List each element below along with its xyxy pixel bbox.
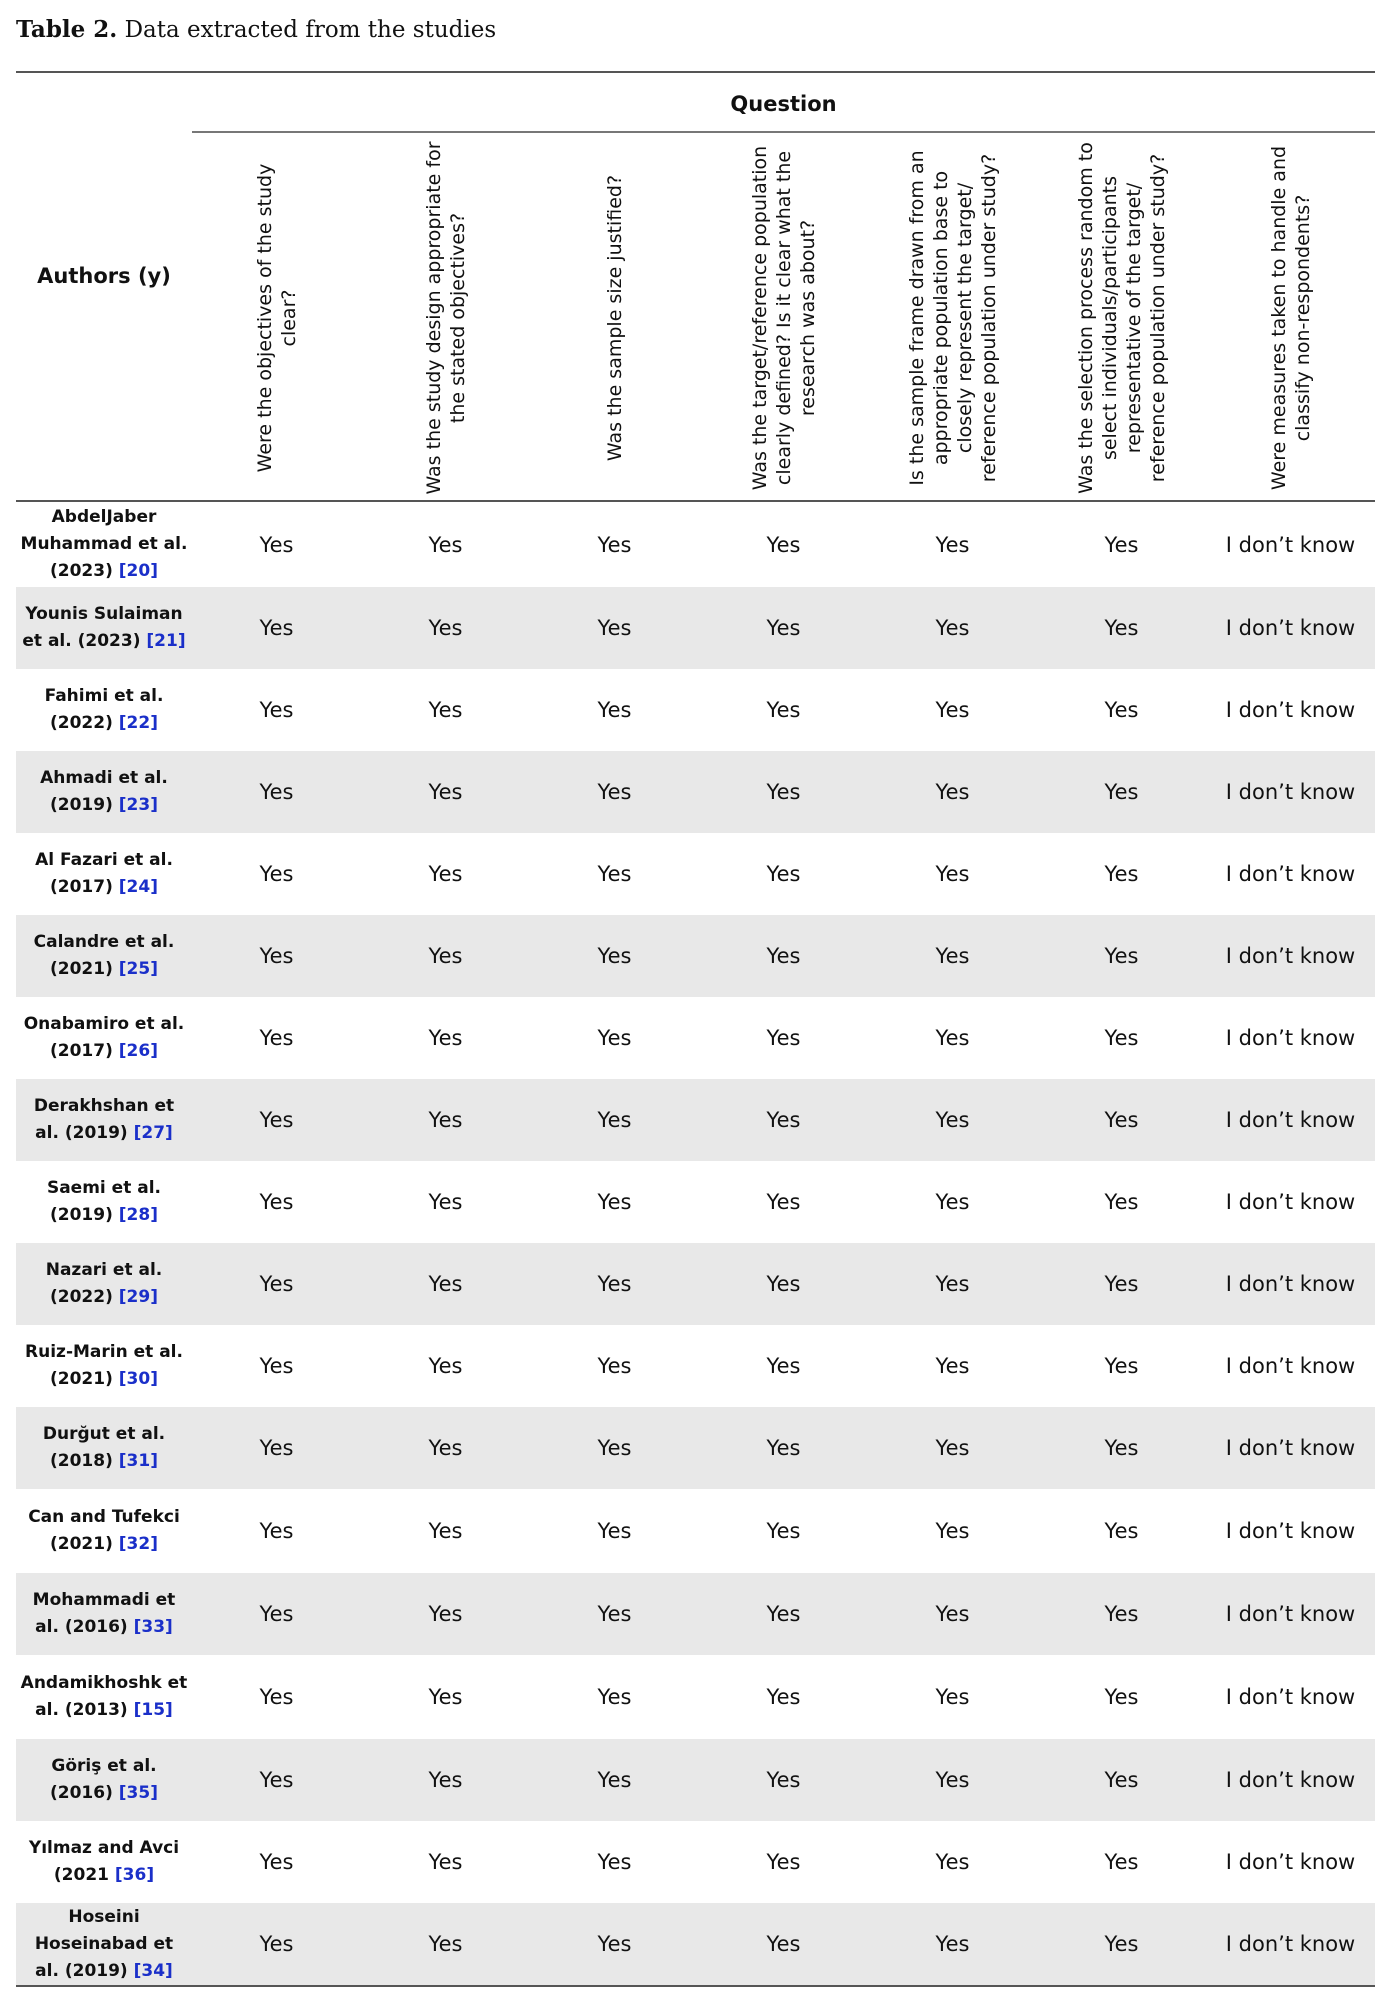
- reference-link[interactable]: [26]: [118, 1041, 158, 1061]
- answer-cell: Yes: [766, 616, 801, 640]
- answer-cell: I don’t know: [1225, 1850, 1356, 1874]
- author-cell: [16, 1257, 192, 1311]
- reference-link[interactable]: [23]: [118, 795, 158, 815]
- author-cell: [16, 765, 192, 819]
- answer-cell: Yes: [766, 780, 801, 804]
- answer-cell: Yes: [259, 1685, 294, 1709]
- question-header-4: [699, 134, 868, 501]
- table-row: [16, 502, 1375, 587]
- answer-cell: I don’t know: [1225, 1685, 1356, 1709]
- table-row: [16, 1821, 1375, 1903]
- question-header-1: [192, 134, 361, 501]
- answer-cell: Yes: [259, 1768, 294, 1792]
- answer-cell: Yes: [597, 1768, 632, 1792]
- answer-cell: Yes: [597, 616, 632, 640]
- author-cell: [16, 1835, 192, 1889]
- answer-cell: I don’t know: [1225, 862, 1356, 886]
- question-text: Was the sample size justified?: [603, 174, 626, 461]
- answer-cell: Yes: [935, 1850, 970, 1874]
- authors-column-header: Authors (y): [37, 264, 171, 288]
- answer-cell: Yes: [766, 698, 801, 722]
- answer-cell: Yes: [428, 698, 463, 722]
- author-name: Durğut et al. (2018): [42, 1424, 166, 1471]
- answer-cell: Yes: [428, 1436, 463, 1460]
- answer-cell: Yes: [597, 1354, 632, 1378]
- author-name: Can and Tufekci (2021): [28, 1507, 180, 1554]
- author-cell: [16, 1670, 192, 1724]
- answer-cell: I don’t know: [1225, 1272, 1356, 1296]
- reference-link[interactable]: [15]: [133, 1700, 173, 1720]
- answer-cell: Yes: [259, 1272, 294, 1296]
- answer-cell: Yes: [935, 698, 970, 722]
- reference-link[interactable]: [36]: [114, 1865, 155, 1885]
- reference-link[interactable]: [31]: [118, 1451, 158, 1471]
- reference-link[interactable]: [24]: [118, 877, 158, 897]
- answer-cell: Yes: [597, 1519, 632, 1543]
- answer-cell: Yes: [766, 944, 801, 968]
- author-name: Saemi et al. (2019): [46, 1178, 162, 1225]
- answer-cell: Yes: [597, 1026, 632, 1050]
- table-row: [16, 1739, 1375, 1821]
- answer-cell: Yes: [766, 1108, 801, 1132]
- answer-cell: Yes: [428, 1026, 463, 1050]
- question-text: Were measures taken to handle and classify non-respondents?: [1267, 145, 1314, 490]
- reference-link[interactable]: [29]: [118, 1287, 158, 1307]
- question-text: Is the sample frame drawn from an appropriate population base to closely represent the target/ reference population under study?: [905, 149, 1000, 486]
- table-row: [16, 587, 1375, 669]
- answer-cell: Yes: [766, 532, 801, 557]
- reference-link[interactable]: [30]: [118, 1369, 158, 1389]
- answer-cell: Yes: [428, 1850, 463, 1874]
- answer-cell: I don’t know: [1225, 1932, 1356, 1956]
- answer-cell: Yes: [1104, 1685, 1139, 1709]
- answer-cell: I don’t know: [1225, 1026, 1356, 1050]
- answer-cell: Yes: [1104, 1850, 1139, 1874]
- reference-link[interactable]: [22]: [118, 713, 158, 733]
- answer-cell: Yes: [259, 1190, 294, 1214]
- author-name: Hoseini Hoseinabad et al. (2019): [34, 1906, 174, 1981]
- answer-cell: Yes: [1104, 1108, 1139, 1132]
- answer-cell: Yes: [766, 1026, 801, 1050]
- author-cell: [16, 1011, 192, 1065]
- answer-cell: Yes: [259, 1932, 294, 1956]
- table-row: [16, 669, 1375, 751]
- answer-cell: Yes: [1104, 1354, 1139, 1378]
- answer-cell: Yes: [259, 616, 294, 640]
- answer-cell: Yes: [597, 780, 632, 804]
- answer-cell: Yes: [259, 1436, 294, 1460]
- answer-cell: Yes: [935, 1768, 970, 1792]
- reference-link[interactable]: [32]: [118, 1534, 158, 1554]
- answer-cell: Yes: [1104, 616, 1139, 640]
- author-cell: [16, 1587, 192, 1641]
- answer-cell: Yes: [766, 1190, 801, 1214]
- answer-cell: Yes: [428, 780, 463, 804]
- answer-cell: Yes: [259, 532, 294, 557]
- answer-cell: Yes: [597, 862, 632, 886]
- answer-cell: Yes: [597, 1685, 632, 1709]
- answer-cell: Yes: [428, 862, 463, 886]
- author-name: Onabamiro et al. (2017): [23, 1014, 185, 1061]
- answer-cell: Yes: [259, 1602, 294, 1626]
- answer-cell: Yes: [428, 1602, 463, 1626]
- answer-cell: Yes: [1104, 1026, 1139, 1050]
- table-row: [16, 833, 1375, 915]
- answer-cell: Yes: [597, 1190, 632, 1214]
- answer-cell: Yes: [259, 862, 294, 886]
- answer-cell: Yes: [259, 698, 294, 722]
- answer-cell: Yes: [935, 1602, 970, 1626]
- author-name: Younis Sulaiman et al. (2023): [22, 604, 183, 651]
- reference-link[interactable]: [21]: [146, 631, 186, 651]
- answer-cell: Yes: [1104, 1272, 1139, 1296]
- answer-cell: Yes: [766, 1850, 801, 1874]
- answer-cell: Yes: [428, 1685, 463, 1709]
- answer-cell: Yes: [428, 1519, 463, 1543]
- answer-cell: I don’t know: [1225, 616, 1356, 640]
- answer-cell: Yes: [428, 532, 463, 557]
- author-cell: [16, 1093, 192, 1147]
- table-row: [16, 1079, 1375, 1161]
- answer-cell: I don’t know: [1225, 1519, 1356, 1543]
- answer-cell: Yes: [428, 1190, 463, 1214]
- table-caption-label: Table 2.: [16, 16, 118, 43]
- answer-cell: Yes: [428, 616, 463, 640]
- answer-cell: Yes: [428, 1272, 463, 1296]
- answer-cell: Yes: [259, 1108, 294, 1132]
- answer-cell: Yes: [428, 1932, 463, 1956]
- answer-cell: Yes: [597, 532, 632, 557]
- table-row: [16, 1573, 1375, 1655]
- table-row: [16, 1655, 1375, 1739]
- reference-link[interactable]: [20]: [118, 561, 158, 581]
- answer-cell: Yes: [766, 862, 801, 886]
- answer-cell: Yes: [935, 1354, 970, 1378]
- author-name: Nazari et al. (2022): [45, 1260, 163, 1307]
- author-cell: [16, 1175, 192, 1229]
- answer-cell: Yes: [1104, 698, 1139, 722]
- question-header-3: [530, 134, 699, 501]
- question-text: Were the objectives of the study clear?: [253, 163, 300, 472]
- answer-cell: Yes: [1104, 780, 1139, 804]
- author-name: Yılmaz and Avci (2021: [28, 1838, 180, 1885]
- reference-link[interactable]: [28]: [118, 1205, 158, 1225]
- answer-cell: Yes: [1104, 1932, 1139, 1956]
- author-name: Al Fazari et al. (2017): [35, 850, 173, 897]
- question-text: Was the target/reference population clearly defined? Is it clear what the research was about?: [748, 145, 819, 490]
- author-name: Derakhshan et al. (2019): [33, 1096, 175, 1143]
- answer-cell: Yes: [935, 1436, 970, 1460]
- answer-cell: Yes: [259, 780, 294, 804]
- table-row: [16, 1489, 1375, 1573]
- answer-cell: I don’t know: [1225, 1768, 1356, 1792]
- author-cell: [16, 929, 192, 983]
- answer-cell: Yes: [935, 1932, 970, 1956]
- answer-cell: Yes: [1104, 1602, 1139, 1626]
- answer-cell: Yes: [766, 1519, 801, 1543]
- author-name: Calandre et al. (2021): [33, 932, 175, 979]
- table-row: [16, 915, 1375, 997]
- answer-cell: Yes: [597, 1850, 632, 1874]
- author-name: Ruiz-Marin et al. (2021): [25, 1342, 183, 1389]
- answer-cell: I don’t know: [1225, 780, 1356, 804]
- answer-cell: Yes: [1104, 944, 1139, 968]
- answer-cell: Yes: [766, 1436, 801, 1460]
- reference-link[interactable]: [34]: [133, 1960, 173, 1981]
- answer-cell: I don’t know: [1225, 1436, 1356, 1460]
- table-row: [16, 997, 1375, 1079]
- answer-cell: I don’t know: [1225, 944, 1356, 968]
- answer-cell: Yes: [597, 1602, 632, 1626]
- answer-cell: Yes: [935, 1272, 970, 1296]
- answer-cell: Yes: [597, 1932, 632, 1956]
- answer-cell: Yes: [428, 1768, 463, 1792]
- answer-cell: Yes: [935, 862, 970, 886]
- answer-cell: Yes: [766, 1354, 801, 1378]
- answer-cell: I don’t know: [1225, 1602, 1356, 1626]
- author-name: Fahimi et al. (2022): [44, 686, 164, 733]
- answer-cell: Yes: [597, 698, 632, 722]
- answer-cell: Yes: [1104, 1768, 1139, 1792]
- table-row: [16, 1243, 1375, 1325]
- author-name: Andamikhoshk et al. (2013): [20, 1673, 188, 1720]
- question-group-rule: [192, 131, 1375, 133]
- answer-cell: Yes: [259, 944, 294, 968]
- question-group-header: Question: [730, 92, 837, 116]
- author-cell: [16, 847, 192, 901]
- question-header-5: [868, 134, 1037, 501]
- answer-cell: Yes: [597, 1272, 632, 1296]
- answer-cell: I don’t know: [1225, 532, 1356, 557]
- answer-cell: Yes: [935, 1190, 970, 1214]
- answer-cell: Yes: [935, 944, 970, 968]
- answer-cell: Yes: [935, 780, 970, 804]
- answer-cell: I don’t know: [1225, 1108, 1356, 1132]
- answer-cell: Yes: [935, 532, 970, 557]
- reference-link[interactable]: [27]: [133, 1123, 173, 1143]
- answer-cell: Yes: [766, 1602, 801, 1626]
- table-top-rule: [16, 71, 1375, 73]
- table-bottom-rule: [16, 1985, 1375, 1987]
- answer-cell: Yes: [1104, 532, 1139, 557]
- answer-cell: Yes: [1104, 1436, 1139, 1460]
- table-row: [16, 751, 1375, 833]
- answer-cell: Yes: [428, 944, 463, 968]
- answer-cell: Yes: [935, 1519, 970, 1543]
- answer-cell: Yes: [935, 1685, 970, 1709]
- answer-cell: Yes: [259, 1354, 294, 1378]
- answer-cell: Yes: [259, 1026, 294, 1050]
- table-body: [16, 502, 1375, 1987]
- author-cell: [16, 1504, 192, 1558]
- author-cell: [16, 601, 192, 655]
- answer-cell: Yes: [428, 1354, 463, 1378]
- table-row: [16, 1903, 1375, 1985]
- table-row: [16, 1161, 1375, 1243]
- answer-cell: I don’t know: [1225, 698, 1356, 722]
- question-header-2: [361, 134, 530, 501]
- answer-cell: Yes: [935, 616, 970, 640]
- answer-cell: Yes: [766, 1685, 801, 1709]
- answer-cell: Yes: [597, 944, 632, 968]
- answer-cell: I don’t know: [1225, 1354, 1356, 1378]
- answer-cell: Yes: [1104, 1190, 1139, 1214]
- answer-cell: Yes: [597, 1436, 632, 1460]
- author-name: Ahmadi et al. (2019): [40, 768, 168, 815]
- answer-cell: Yes: [935, 1108, 970, 1132]
- author-cell: [16, 1421, 192, 1475]
- table-row: [16, 1407, 1375, 1489]
- reference-link[interactable]: [33]: [133, 1617, 173, 1637]
- author-name: AbdelJaber Muhammad et al. (2023): [20, 507, 188, 581]
- answer-cell: Yes: [766, 1768, 801, 1792]
- answer-cell: Yes: [259, 1850, 294, 1874]
- author-cell: [16, 683, 192, 737]
- author-cell: [16, 1753, 192, 1807]
- author-name: Mohammadi et al. (2016): [32, 1590, 176, 1637]
- answer-cell: Yes: [259, 1519, 294, 1543]
- answer-cell: Yes: [597, 1108, 632, 1132]
- author-cell: [16, 1339, 192, 1393]
- author-name: Göriş et al. (2016): [50, 1756, 157, 1803]
- question-text: Was the selection process random to select individuals/participants representative of the target/ reference population under study?: [1074, 141, 1169, 494]
- question-header-7: [1206, 134, 1375, 501]
- answer-cell: Yes: [1104, 862, 1139, 886]
- answer-cell: I don’t know: [1225, 1190, 1356, 1214]
- reference-link[interactable]: [25]: [118, 959, 158, 979]
- question-text: Was the study design appropriate for the stated objectives?: [422, 140, 469, 495]
- answer-cell: Yes: [935, 1026, 970, 1050]
- author-cell: [16, 1904, 192, 1985]
- table-caption-text: Data extracted from the studies: [124, 17, 497, 43]
- author-cell: [16, 504, 192, 585]
- answer-cell: Yes: [428, 1108, 463, 1132]
- answer-cell: Yes: [766, 1932, 801, 1956]
- reference-link[interactable]: [35]: [118, 1783, 158, 1803]
- table-row: [16, 1325, 1375, 1407]
- answer-cell: Yes: [766, 1272, 801, 1296]
- table-caption: [16, 16, 496, 43]
- question-header-6: [1037, 134, 1206, 501]
- answer-cell: Yes: [1104, 1519, 1139, 1543]
